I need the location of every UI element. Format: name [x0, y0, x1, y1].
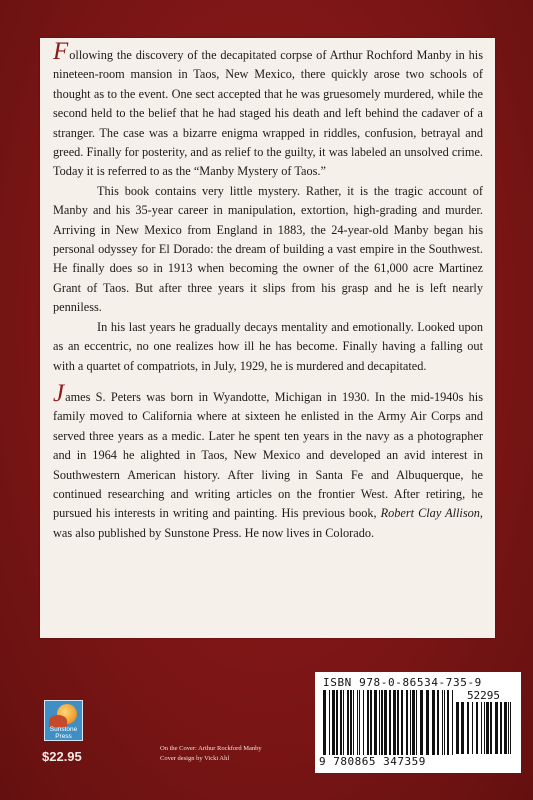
barcode-stripe [495, 702, 498, 754]
barcode-stripe [329, 690, 330, 755]
barcode-stripe [452, 690, 453, 755]
barcode-stripe [490, 702, 492, 754]
drop-cap-f: F [53, 38, 69, 65]
barcode-stripe [481, 702, 482, 754]
logo-label: Sunstone Press [49, 726, 78, 740]
barcode-stripe [410, 690, 411, 755]
barcode-stripe [357, 690, 358, 755]
isbn-barcode [315, 672, 521, 773]
cover-design-credit: Cover design by Vicki Ahl [160, 755, 230, 762]
description-text-block [53, 38, 483, 543]
barcode-stripe [444, 690, 445, 755]
barcode-stripe [442, 690, 443, 755]
barcode-stripe [484, 702, 485, 754]
author-bio-text-before: ames S. Peters was born in Wyandotte, Michigan in 1930. In the mid-1940s his family moved to California where at sixteen he enlisted in the Army Air Corps and served three years as a medic. Later he spent ten years in the navy as a photographer and in 1964 he alighted in Taos, New Mexico and developed an avid interest in Southwestern American history. After living in Santa Fe and Albuquerque, he continued researching and writing articles on the frontier West. After retiring, he pursued his interests in writing and painting. His previous book, [53, 389, 483, 521]
isbn-number: ISBN 978-0-86534-735-9 [323, 676, 482, 689]
barcode-stripe [456, 702, 459, 754]
description-panel [40, 38, 495, 638]
barcode-stripe [500, 702, 502, 754]
barcode-stripe [476, 702, 478, 754]
barcode-stripe [359, 690, 360, 755]
barcode-stripe [389, 690, 391, 755]
barcode-stripe [350, 690, 352, 755]
barcode-stripe [437, 690, 439, 755]
barcode-stripe [504, 702, 507, 754]
barcode-stripe [323, 690, 326, 755]
drop-cap-j: J [53, 379, 65, 407]
barcode-stripe [510, 702, 511, 754]
barcode-stripe [486, 702, 489, 754]
barcode-stripe [447, 690, 449, 755]
barcode-stripe [472, 702, 473, 754]
paragraph-1-text: ollowing the discovery of the decapitated corpse of Arthur Rochford Manby in his nineteen-room mansion in Taos, New Mexico, there quickly arose two schools of thought as to the event. One sect accepted that he was gruesomely murdered, while the second held to the belief that he had staged his death and left behind the cadaver of a stranger. The case was a bizarre enigma wrapped in riddles, confusion, betrayal and greed. Finally for posterity, and as relief to the guilty, it was labeled an unsolved crime. Today it is referred to as the “Manby Mystery of Taos.” [53, 48, 483, 179]
price-addon-digits: 52295 [466, 689, 501, 702]
barcode-stripe [384, 690, 387, 755]
ean-digits: 9 780865 347359 [319, 755, 426, 768]
sunstone-press-logo [44, 700, 83, 741]
barcode-stripe [432, 690, 435, 755]
description-paragraph-2: This book contains very little mystery. Rather, it is the tragic account of Manby and his 35-year career in manipulation, extortion, high-grading and murder. Arriving in New Mexico from England in 1883, the 24-year-old Manby began his personal odyssey for El Dorado: the dream of building a vast empire in the Southwest. He finally does so in 1913 when becoming the owner of the 61,000 acre Martinez Grant of Taos. But after three years it slips from his grasp and he is left nearly penniless. [53, 183, 483, 315]
cover-photo-credit: On the Cover: Arthur Rockford Manby [160, 745, 262, 752]
previous-book-title: Robert Clay Allison, [380, 506, 483, 521]
paragraph-spacer [53, 376, 483, 388]
description-paragraph-1 [53, 38, 483, 182]
barcode-stripe [340, 690, 342, 755]
barcode-stripe [467, 702, 469, 754]
barcode-stripe [426, 690, 429, 755]
barcode-stripe [412, 690, 415, 755]
barcode-stripe [353, 690, 354, 755]
barcode-stripe [367, 690, 369, 755]
author-bio-text-after: was also published by Sunstone Press. He now lives in Colorado. [53, 525, 375, 540]
barcode-stripe [343, 690, 344, 755]
barcode-stripe [370, 690, 372, 755]
ean-barcode-bars [323, 690, 453, 755]
barcode-stripe [416, 690, 417, 755]
barcode-stripe [406, 690, 408, 755]
barcode-stripe [336, 690, 338, 755]
barcode-stripe [332, 690, 335, 755]
barcode-stripe [397, 690, 399, 755]
barcode-stripe [363, 690, 364, 755]
addon-barcode-bars [456, 702, 511, 757]
barcode-stripe [461, 702, 464, 754]
barcode-stripe [508, 702, 509, 754]
author-bio-paragraph [53, 379, 483, 543]
price-label: $22.95 [42, 749, 82, 764]
barcode-stripe [374, 690, 377, 755]
barcode-stripe [420, 690, 423, 755]
barcode-stripe [379, 690, 380, 755]
cover-credits [160, 744, 262, 764]
barcode-stripe [381, 690, 383, 755]
description-paragraph-3: In his last years he gradually decays mentality and emotionally. Looked upon as an eccentric, no one realizes how ill he has become. Finally having a falling out with a quartet of compatriots, in July, 1929, he is murdered and decapitated. [53, 319, 483, 373]
barcode-stripe [401, 690, 403, 755]
barcode-stripe [393, 690, 396, 755]
barcode-stripe [347, 690, 349, 755]
